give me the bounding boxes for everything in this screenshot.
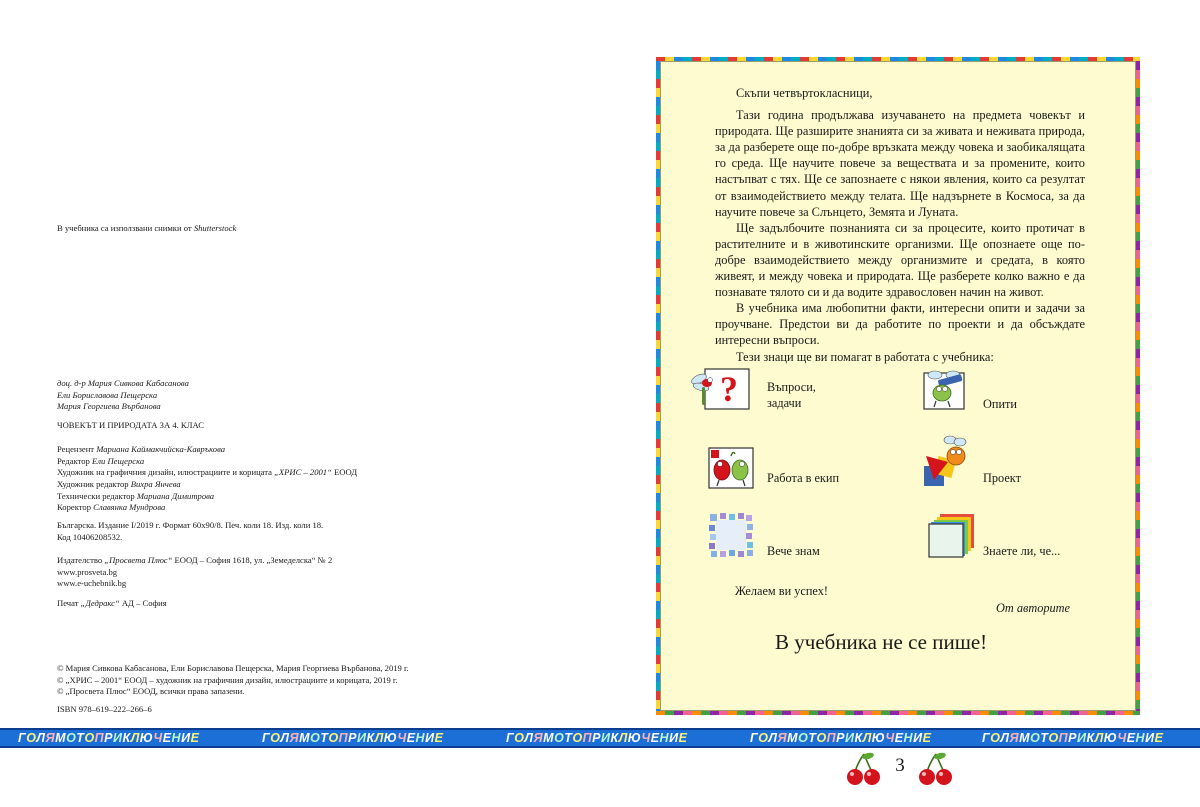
border-segment [1136,151,1140,160]
border-segment [800,711,809,715]
paragraph: В учебника има любопитни факти, интересни опити и задачи за проучване. Предстои ви да работите по проекти и да обсъждате интересни въпроси. [715,301,1085,348]
border-segment [1106,711,1115,715]
copyright-line: © „ХРИС – 2001“ ЕООД – художник на графичния дизайн, илюстрациите и корицата, 2019 г. [57,674,398,685]
copyright-list [57,663,409,698]
photo-credit: В учебника са използвани снимки от Shutterstock [57,223,237,233]
border-segment [674,711,683,715]
band-title: ГОЛЯМОТОПРИКЛЮЧЕНИЕ [18,731,200,745]
isbn: ISBN 978–619–222–266–6 [57,704,152,714]
border-segment [1136,466,1140,475]
border-segment [1136,295,1140,304]
border-segment [1136,385,1140,394]
border-segment [1136,601,1140,610]
border-segment [989,711,998,715]
border-segment [1136,529,1140,538]
border-segment [908,711,917,715]
border-segment [692,711,701,715]
border-segment [1136,421,1140,430]
colored-cards-icon [928,512,976,558]
border-segment [1136,322,1140,331]
border-segment [1025,711,1034,715]
border-segment [890,711,899,715]
border-segment [1136,376,1140,385]
border-segment [1034,711,1043,715]
border-segment [1136,637,1140,646]
border-segment [737,711,746,715]
border-segment [1136,340,1140,349]
border-segment [1136,214,1140,223]
border-segment [1136,124,1140,133]
border-segment [1136,619,1140,628]
border-segment [1061,711,1070,715]
border-segment [1136,304,1140,313]
border-segment [701,711,710,715]
border-segment [1136,394,1140,403]
band-title: ГОЛЯМОТОПРИКЛЮЧЕНИЕ [750,731,932,745]
band-title: ГОЛЯМОТОПРИКЛЮЧЕНИЕ [982,731,1164,745]
border-segment [962,711,971,715]
website-link: www.prosveta.bg [57,566,118,577]
symbol-label-questions: Въпроси, задачи [767,380,816,410]
border-segment [719,711,728,715]
border-segment [1136,700,1140,709]
border-segment [1136,682,1140,691]
border-segment [827,711,836,715]
symbol-label-known: Вече знам [767,544,820,558]
border-segment [854,711,863,715]
border-segment [1079,711,1088,715]
border-segment [1136,628,1140,637]
credit-line: Художник редактор Вихра Янчева [57,479,181,490]
symbol-label-teamwork: Работа в екип [767,471,840,485]
border-segment [953,711,962,715]
border-segment [1136,79,1140,88]
credits-list [57,444,357,514]
border-segment [1136,133,1140,142]
author: Мария Георгиева Върбанова [57,401,161,412]
credit-line: Редактор Ели Пещерска [57,455,145,466]
border-segment [764,711,773,715]
border-segment [1136,205,1140,214]
border-segment [1136,160,1140,169]
greeting: Скъпи четвъртокласници, [736,86,873,100]
border-segment [1136,493,1140,502]
svg-text:?: ? [720,369,738,409]
border-segment [1136,520,1140,529]
fly-telescope-icon [920,367,968,411]
border-segment [1136,547,1140,556]
border-segment [1115,711,1124,715]
border-segment [1136,367,1140,376]
border-segment [1097,711,1106,715]
border-segment [1136,358,1140,367]
border-segment [935,711,944,715]
border-segment [1136,664,1140,673]
symbol-label-project: Проект [983,471,1021,485]
band-title: ГОЛЯМОТОПРИКЛЮЧЕНИЕ [262,731,444,745]
border-segment [1136,565,1140,574]
border-segment [1136,268,1140,277]
border-segment [845,711,854,715]
credit-line: Рецензент Мариана Каймакчийска-Кавръкова [57,444,226,454]
border-segment [1043,711,1052,715]
border-segment [881,711,890,715]
authors-list [57,378,189,413]
border-segment [899,711,908,715]
border-segment [818,711,827,715]
cherry-icon [918,752,954,786]
border-segment [656,711,665,715]
border-segment [791,711,800,715]
border-segment [809,711,818,715]
border-segment [755,711,764,715]
credit-line: Технически редактор Мариана Димитрова [57,490,215,501]
symbol-label-did-you-know: Знаете ли, че... [983,544,1061,558]
border-segment [1136,286,1140,295]
author: доц. д-р Мария Сивкова Кабасанова [57,378,189,388]
border-segment [782,711,791,715]
border-segment [1136,556,1140,565]
border-segment [1136,457,1140,466]
copyright-line: © Мария Сивкова Кабасанова, Ели Бориславова Пещерска, Мария Георгиева Върбанова, 2019 г. [57,663,409,673]
squares-frame-icon [708,512,754,558]
copyright-line: © „Просвета Плюс“ ЕООД, всички права запазени. [57,686,245,697]
border-segment [1136,187,1140,196]
paragraph: Тези знаци ще ви помагат в работата с учебника: [736,349,994,364]
border-segment [1136,277,1140,286]
fly-shapes-project-icon [920,432,970,490]
border-segment [1136,196,1140,205]
letter-text [715,85,1085,365]
border-segment [917,711,926,715]
border-segment [1136,313,1140,322]
paragraph: Тази година продължава изучаването на предмета човекът и природата. Ще разширите знанията си за живата и неживата природа, за да разберете още по-добре връзката между човека и заобикалящата го среда. Ще научите повече за веществата и за промените, които настъпват с тях. Ще се запознаете с някои явления, които са резултат от взаимодействието между телата. Ще надзърнете в Космоса, за да научите повече за Слънцето, Земята и Луната. [715,108,1085,219]
border-segment [1136,448,1140,457]
border-segment [1136,673,1140,682]
border-segment [1136,511,1140,520]
border-segment [1136,70,1140,79]
page-number: 3 [895,755,905,776]
two-flies-team-icon [707,446,755,490]
border-segment [1070,711,1079,715]
border-segment [1136,709,1140,711]
border-segment [1136,403,1140,412]
border-segment [1136,484,1140,493]
border-segment [1136,178,1140,187]
credit-line: Коректор Славянка Мундрова [57,502,166,513]
border-segment [683,711,692,715]
border-segment [1136,61,1140,70]
paragraph: Ще задълбочите познанията си за процесите, които протичат в растителните и в животинските организми. Ще опознаете още по-добре взаимодействието между организмите и средата, в която живеят, и между човека и природата. Ще разберете колко важно е да познавате тялото си и да водите здравословен начин на живот. [715,220,1085,300]
border-segment [1136,412,1140,421]
border-segment [836,711,845,715]
publisher-info [57,555,332,590]
border-segment [1016,711,1025,715]
border-segment [926,711,935,715]
border-segment [1136,610,1140,619]
border-segment [944,711,953,715]
border-segment [863,711,872,715]
title-band [0,728,1200,748]
border-segment [1136,592,1140,601]
border-segment [728,711,737,715]
motto: В учебника не се пише! [775,630,988,654]
border-segment [1133,711,1140,715]
border-segment [1136,223,1140,232]
border-segment [773,711,782,715]
border-segment [1136,241,1140,250]
border-segment [1136,142,1140,151]
border-segment [1007,711,1016,715]
border-segment [1136,583,1140,592]
border-segment [971,711,980,715]
border-segment [1136,97,1140,106]
author: Ели Бориславова Пещерска [57,389,158,400]
band-title: ГОЛЯМОТОПРИКЛЮЧЕНИЕ [506,731,688,745]
border-segment [980,711,989,715]
cherry-icon [846,752,882,786]
border-segment [710,711,719,715]
border-segment [665,711,674,715]
border-segment [1136,646,1140,655]
border-segment [1136,331,1140,340]
border-segment [1136,538,1140,547]
border-segment [1136,232,1140,241]
symbol-label-experiments: Опити [983,397,1017,411]
credit-line: Художник на графичния дизайн, илюстрациите и корицата „ХРИС – 2001“ ЕООД [57,467,358,478]
border-segment [1136,502,1140,511]
border-segment [1088,711,1097,715]
border-segment [1136,106,1140,115]
print-info: Печат „Дедракс“ АД – София [57,598,167,608]
border-segment [1136,169,1140,178]
border-segment [1136,115,1140,124]
edition-line: Код 10406208532. [57,531,123,542]
border-segment [998,711,1007,715]
border-segment [872,711,881,715]
wish-text: Желаем ви успех! [735,584,828,598]
edition-line: Българска. Издание I/2019 г. Формат 60х90/8. Печ. коли 18. Изд. коли 18. [57,520,324,530]
publisher-line: Издателство „Просвета Плюс“ ЕООД – София 1618, ул. „Земеделска“ № 2 [57,555,333,565]
border-segment [1136,439,1140,448]
website-link: www.e-uchebnik.bg [57,578,127,589]
border-segment [1136,475,1140,484]
book-title: ЧОВЕКЪТ И ПРИРОДАТА ЗА 4. КЛАС [57,420,204,430]
border-segment [1136,259,1140,268]
edition-info [57,520,323,543]
border-segment [1136,655,1140,664]
border-segment [1136,349,1140,358]
dragonfly-question-icon [691,367,751,411]
border-segment [1052,711,1061,715]
border-segment [746,711,755,715]
signature: От авторите [996,601,1070,615]
border-segment [1136,430,1140,439]
border-segment [1124,711,1133,715]
border-segment [1136,88,1140,97]
border-segment [1136,574,1140,583]
border-segment [1136,250,1140,259]
border-segment [1136,691,1140,700]
